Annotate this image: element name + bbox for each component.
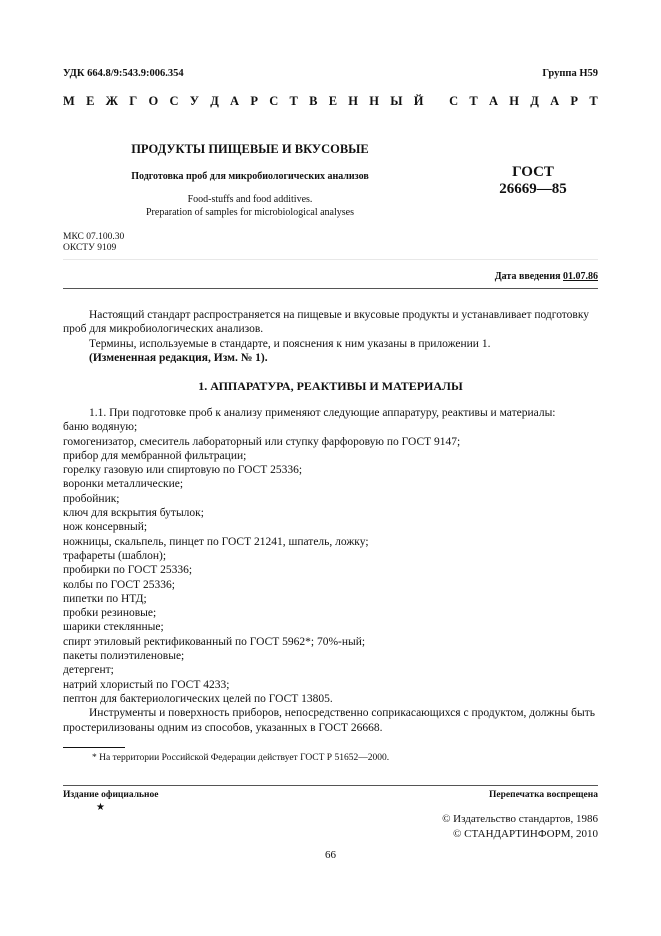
section-lead: 1.1. При подготовке проб к анализу применяют следующие аппаратуру, реактивы и материалы: xyxy=(89,407,556,419)
terms-paragraph: Термины, используемые в стандарте, и пояснения к ним указаны в приложении 1. xyxy=(89,337,491,350)
banner-letter: С xyxy=(449,94,459,108)
materials-list-item: натрий хлористый по ГОСТ 4233; xyxy=(63,678,230,691)
banner-letter: Д xyxy=(210,94,219,108)
banner-letter: С xyxy=(169,94,179,108)
materials-list-item: ключ для вскрытия бутылок; xyxy=(63,507,204,520)
english-title-line-2: Preparation of samples for microbiological analyses xyxy=(146,206,354,218)
materials-list-item: нож консервный; xyxy=(63,521,148,534)
materials-list-item: гомогенизатор, смеситель лабораторный или ступку фарфоровую по ГОСТ 9147; xyxy=(63,435,461,448)
gost-number xyxy=(478,164,588,199)
reprint-notice: Перепечатка воспрещена xyxy=(488,790,598,800)
materials-list xyxy=(63,420,598,706)
okstu-code: ОКСТУ 9109 xyxy=(63,243,117,254)
materials-list-item: ножницы, скальпель, пинцет по ГОСТ 21241, шпатель, ложку; xyxy=(63,535,369,548)
banner-letter: Р xyxy=(570,94,579,108)
amendment-note: (Измененная редакция, Изм. № 1). xyxy=(89,351,268,364)
effective-date xyxy=(495,271,598,282)
effective-date-value: 01.07.86 xyxy=(563,271,598,282)
materials-list-item: спирт этиловый ректификованный по ГОСТ 5962*; 70%-ный; xyxy=(63,635,366,648)
english-title xyxy=(80,194,420,219)
section-1-body xyxy=(63,406,598,735)
banner-letter: М xyxy=(63,94,75,108)
materials-list-item: пакеты полиэтиленовые; xyxy=(63,650,185,663)
banner-letter: О xyxy=(148,94,159,108)
banner-letter: Е xyxy=(86,94,95,108)
materials-list-item: колбы по ГОСТ 25336; xyxy=(63,578,175,591)
banner-letter: Н xyxy=(348,94,359,108)
copyright-block xyxy=(442,812,598,843)
faint-divider xyxy=(63,259,598,260)
banner-letter: У xyxy=(189,94,199,108)
banner-letter: Ы xyxy=(390,94,403,108)
section-heading: 1. АППАРАТУРА, РЕАКТИВЫ И МАТЕРИАЛЫ xyxy=(198,379,463,393)
star-mark: ★ xyxy=(96,802,105,813)
materials-list-item: шарики стеклянные; xyxy=(63,621,164,634)
official-edition: Издание официальное xyxy=(63,790,159,800)
banner-letter: В xyxy=(309,94,318,108)
banner-letter: Д xyxy=(530,94,539,108)
banner-letter: Т xyxy=(589,94,598,108)
banner-letter: Е xyxy=(328,94,338,108)
udk-code: УДК 664.8/9:543.9:006.354 xyxy=(63,68,184,79)
banner-letter: С xyxy=(269,94,279,108)
document-subtitle: Подготовка проб для микробиологических анализов xyxy=(131,171,369,182)
materials-list-item: пипетки по НТД; xyxy=(63,592,147,605)
materials-list-item: воронки металлические; xyxy=(63,478,184,491)
materials-list-item: горелку газовую или спиртовую по ГОСТ 25336; xyxy=(63,464,303,477)
materials-list-item: баню водяную; xyxy=(63,421,138,434)
mks-code: МКС 07.100.30 xyxy=(63,232,125,242)
header-divider xyxy=(63,288,598,289)
banner-letter: Т xyxy=(289,94,298,108)
banner-letter: Р xyxy=(250,94,258,108)
materials-list-item: детергент; xyxy=(63,664,114,677)
gost-label: ГОСТ xyxy=(512,164,554,180)
materials-list-item: прибор для мембранной фильтрации; xyxy=(63,449,247,462)
interstate-standard-banner xyxy=(63,94,598,109)
banner-letter: А xyxy=(550,94,560,108)
banner-letter: Н xyxy=(369,94,379,108)
sterilization-paragraph: Инструменты и поверхность приборов, непосредственно соприкасающихся с продуктом, должны быть простерилизованы одним из способов, указанных в ГОСТ 26668. xyxy=(63,707,595,734)
document-title: ПРОДУКТЫ ПИЩЕВЫЕ И ВКУСОВЫЕ xyxy=(131,142,369,156)
effective-date-label: Дата введения xyxy=(494,271,561,282)
banner-letter: Т xyxy=(469,94,478,108)
banner-letter: А xyxy=(489,94,499,108)
footer-divider xyxy=(63,785,598,786)
english-title-line-1: Food-stuffs and food additives. xyxy=(187,194,313,205)
banner-letter: Й xyxy=(413,94,424,108)
copyright-1986: © Издательство стандартов, 1986 xyxy=(442,813,598,825)
intro-paragraph: Настоящий стандарт распространяется на пищевые и вкусовые продукты и устанавливает подготовку проб для микробиологических анализов. xyxy=(63,309,590,336)
banner-letter: Г xyxy=(129,94,138,108)
materials-list-item: пробойник; xyxy=(63,492,120,505)
materials-list-item: пептон для бактериологических целей по ГОСТ 13805. xyxy=(63,692,333,705)
gost-code: 26669—85 xyxy=(499,181,567,198)
group-code: Группа Н59 xyxy=(542,68,598,79)
banner-letter xyxy=(435,94,438,109)
materials-list-item: пробирки по ГОСТ 25336; xyxy=(63,564,193,577)
classification-codes xyxy=(63,232,124,255)
banner-letter: Н xyxy=(509,94,520,108)
banner-letter: Ж xyxy=(105,94,119,108)
intro-block xyxy=(63,308,598,365)
materials-list-item: трафареты (шаблон); xyxy=(63,549,167,562)
copyright-2010: © СТАНДАРТИНФОРМ, 2010 xyxy=(453,828,598,841)
footnote: * На территории Российской Федерации действует ГОСТ Р 51652—2000. xyxy=(92,753,390,763)
materials-list-item: пробки резиновые; xyxy=(63,607,157,620)
footnote-rule xyxy=(63,747,125,748)
page-number: 66 xyxy=(325,849,336,861)
banner-letter: А xyxy=(230,94,240,108)
